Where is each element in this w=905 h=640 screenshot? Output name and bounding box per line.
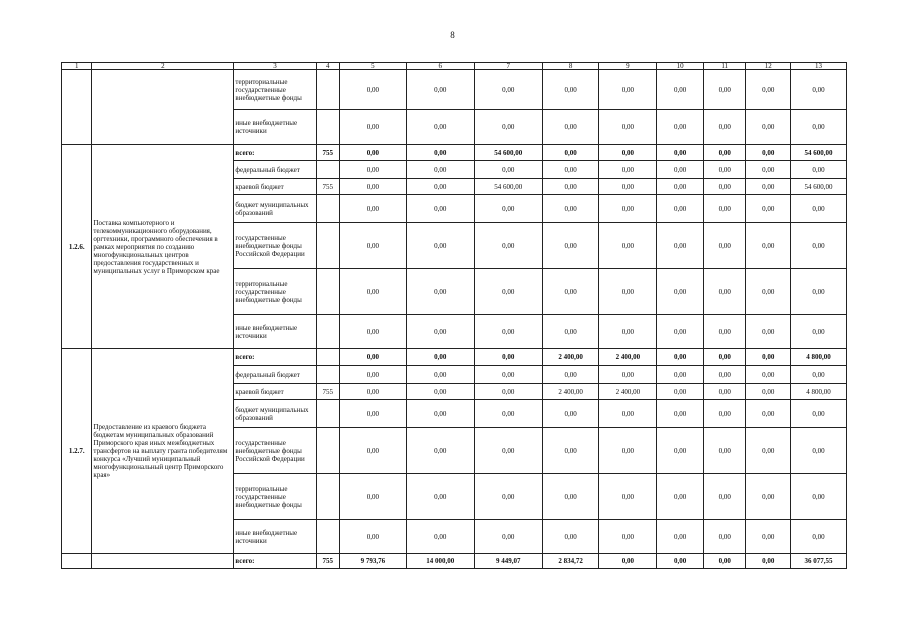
- value-cell: 0,00: [657, 474, 704, 520]
- value-cell: 0,00: [406, 161, 474, 179]
- value-cell: 0,00: [339, 474, 406, 520]
- value-cell: 0,00: [703, 400, 746, 428]
- value-cell: 0,00: [657, 70, 704, 110]
- value-cell: 0,00: [406, 179, 474, 195]
- value-cell: 0,00: [542, 223, 599, 269]
- funding-source-cell: территориальные государственные внебюджетные фонды: [234, 269, 316, 315]
- value-cell: 0,00: [599, 428, 657, 474]
- column-header-7: 7: [474, 63, 542, 70]
- value-cell: 0,00: [703, 195, 746, 223]
- value-cell: 0,00: [474, 474, 542, 520]
- funding-source-cell: государственные внебюджетные фонды Российской Федерации: [234, 428, 316, 474]
- funding-source-cell: иные внебюджетные источники: [234, 315, 316, 349]
- grbs-code-cell: [316, 366, 339, 384]
- value-cell: 0,00: [542, 428, 599, 474]
- item-number-cell: 1.2.6.: [62, 145, 92, 349]
- value-cell: 36 077,55: [791, 554, 847, 569]
- column-header-9: 9: [599, 63, 657, 70]
- value-cell: 0,00: [657, 145, 704, 161]
- funding-source-cell: государственные внебюджетные фонды Российской Федерации: [234, 223, 316, 269]
- value-cell: 0,00: [746, 366, 791, 384]
- column-header-8: 8: [542, 63, 599, 70]
- value-cell: 0,00: [703, 269, 746, 315]
- value-cell: 0,00: [339, 179, 406, 195]
- value-cell: 0,00: [406, 195, 474, 223]
- value-cell: 0,00: [746, 70, 791, 110]
- funding-source-cell: федеральный бюджет: [234, 366, 316, 384]
- value-cell: 0,00: [406, 366, 474, 384]
- funding-source-cell: иные внебюджетные источники: [234, 110, 316, 145]
- value-cell: 0,00: [339, 349, 406, 366]
- table-row: [62, 349, 847, 366]
- item-number-cell: [62, 554, 92, 569]
- value-cell: 0,00: [599, 554, 657, 569]
- value-cell: 0,00: [599, 161, 657, 179]
- table-row: [62, 554, 847, 569]
- value-cell: 0,00: [703, 349, 746, 366]
- value-cell: 0,00: [339, 195, 406, 223]
- value-cell: 0,00: [474, 161, 542, 179]
- value-cell: 0,00: [542, 70, 599, 110]
- value-cell: 0,00: [474, 110, 542, 145]
- value-cell: 0,00: [703, 223, 746, 269]
- grbs-code-cell: [316, 400, 339, 428]
- value-cell: 0,00: [474, 400, 542, 428]
- value-cell: 0,00: [406, 110, 474, 145]
- funding-source-cell: бюджет муниципальных образований: [234, 195, 316, 223]
- value-cell: 0,00: [657, 366, 704, 384]
- funding-source-cell: всего:: [234, 145, 316, 161]
- funding-source-cell: бюджет муниципальных образований: [234, 400, 316, 428]
- value-cell: 0,00: [406, 145, 474, 161]
- value-cell: 0,00: [703, 520, 746, 554]
- value-cell: 0,00: [791, 161, 847, 179]
- value-cell: 0,00: [746, 349, 791, 366]
- value-cell: 4 800,00: [791, 384, 847, 400]
- grbs-code-cell: 755: [316, 145, 339, 161]
- value-cell: 0,00: [599, 195, 657, 223]
- value-cell: 0,00: [474, 520, 542, 554]
- value-cell: 0,00: [791, 269, 847, 315]
- value-cell: 0,00: [474, 269, 542, 315]
- value-cell: 0,00: [703, 161, 746, 179]
- item-number-cell: [62, 70, 92, 145]
- value-cell: 0,00: [746, 384, 791, 400]
- value-cell: 0,00: [746, 554, 791, 569]
- column-header-12: 12: [746, 63, 791, 70]
- value-cell: 0,00: [474, 428, 542, 474]
- value-cell: 0,00: [339, 428, 406, 474]
- value-cell: 0,00: [599, 223, 657, 269]
- value-cell: 0,00: [791, 70, 847, 110]
- item-name-cell: Поставка компьютерного и телекоммуникационного оборудования, оргтехники, программного обеспечения в рамках мероприятия по созданию многофункциональных центров предоставления государственных и муниципальных услуг в Приморском крае: [92, 145, 234, 349]
- value-cell: 0,00: [791, 366, 847, 384]
- value-cell: 0,00: [791, 520, 847, 554]
- value-cell: 0,00: [406, 384, 474, 400]
- funding-source-cell: всего:: [234, 349, 316, 366]
- grbs-code-cell: [316, 223, 339, 269]
- value-cell: 0,00: [599, 70, 657, 110]
- value-cell: 0,00: [406, 400, 474, 428]
- value-cell: 0,00: [791, 474, 847, 520]
- grbs-code-cell: [316, 161, 339, 179]
- value-cell: 0,00: [474, 223, 542, 269]
- value-cell: 54 600,00: [474, 179, 542, 195]
- value-cell: 0,00: [542, 269, 599, 315]
- value-cell: 0,00: [746, 474, 791, 520]
- value-cell: 0,00: [703, 179, 746, 195]
- value-cell: 2 400,00: [599, 349, 657, 366]
- value-cell: 0,00: [542, 195, 599, 223]
- value-cell: 2 400,00: [599, 384, 657, 400]
- value-cell: 0,00: [746, 269, 791, 315]
- value-cell: 0,00: [599, 145, 657, 161]
- value-cell: 0,00: [657, 179, 704, 195]
- value-cell: 0,00: [474, 70, 542, 110]
- value-cell: 0,00: [474, 195, 542, 223]
- grbs-code-cell: [316, 70, 339, 110]
- column-header-10: 10: [657, 63, 704, 70]
- value-cell: 0,00: [406, 223, 474, 269]
- value-cell: 0,00: [599, 110, 657, 145]
- value-cell: 9 793,76: [339, 554, 406, 569]
- value-cell: 0,00: [746, 520, 791, 554]
- value-cell: 0,00: [746, 179, 791, 195]
- column-header-3: 3: [234, 63, 316, 70]
- value-cell: 0,00: [746, 315, 791, 349]
- value-cell: 0,00: [657, 269, 704, 315]
- funding-source-cell: иные внебюджетные источники: [234, 520, 316, 554]
- value-cell: 0,00: [657, 400, 704, 428]
- value-cell: 0,00: [657, 520, 704, 554]
- value-cell: 0,00: [657, 223, 704, 269]
- value-cell: 0,00: [746, 400, 791, 428]
- value-cell: 0,00: [746, 161, 791, 179]
- value-cell: 0,00: [746, 145, 791, 161]
- value-cell: 0,00: [791, 315, 847, 349]
- value-cell: 0,00: [703, 70, 746, 110]
- value-cell: 2 400,00: [542, 384, 599, 400]
- grbs-code-cell: [316, 195, 339, 223]
- header-row: [62, 63, 847, 70]
- column-header-1: 1: [62, 63, 92, 70]
- value-cell: 0,00: [406, 315, 474, 349]
- value-cell: 0,00: [657, 428, 704, 474]
- value-cell: 0,00: [599, 315, 657, 349]
- page-number: 8: [450, 30, 455, 40]
- value-cell: 0,00: [703, 474, 746, 520]
- value-cell: 0,00: [703, 554, 746, 569]
- value-cell: 0,00: [657, 110, 704, 145]
- value-cell: 0,00: [599, 520, 657, 554]
- grbs-code-cell: [316, 474, 339, 520]
- value-cell: 0,00: [406, 520, 474, 554]
- value-cell: 0,00: [542, 520, 599, 554]
- value-cell: 0,00: [542, 366, 599, 384]
- value-cell: 0,00: [406, 70, 474, 110]
- value-cell: 0,00: [599, 400, 657, 428]
- funding-source-cell: территориальные государственные внебюджетные фонды: [234, 70, 316, 110]
- value-cell: 4 800,00: [791, 349, 847, 366]
- value-cell: 0,00: [599, 269, 657, 315]
- value-cell: 0,00: [599, 474, 657, 520]
- column-header-5: 5: [339, 63, 406, 70]
- value-cell: 0,00: [406, 269, 474, 315]
- value-cell: 0,00: [746, 195, 791, 223]
- value-cell: 0,00: [791, 400, 847, 428]
- value-cell: 0,00: [703, 366, 746, 384]
- value-cell: 0,00: [657, 554, 704, 569]
- value-cell: 0,00: [542, 179, 599, 195]
- value-cell: 0,00: [542, 400, 599, 428]
- value-cell: 0,00: [703, 384, 746, 400]
- grbs-code-cell: [316, 520, 339, 554]
- value-cell: 0,00: [474, 384, 542, 400]
- value-cell: 2 400,00: [542, 349, 599, 366]
- column-header-11: 11: [703, 63, 746, 70]
- value-cell: 0,00: [339, 366, 406, 384]
- value-cell: 0,00: [746, 110, 791, 145]
- value-cell: 0,00: [339, 145, 406, 161]
- item-name-cell: [92, 554, 234, 569]
- value-cell: 0,00: [703, 315, 746, 349]
- column-header-13: 13: [791, 63, 847, 70]
- grbs-code-cell: 755: [316, 554, 339, 569]
- value-cell: 0,00: [657, 161, 704, 179]
- value-cell: 0,00: [599, 366, 657, 384]
- funding-source-cell: краевой бюджет: [234, 179, 316, 195]
- grbs-code-cell: 755: [316, 384, 339, 400]
- value-cell: 0,00: [657, 384, 704, 400]
- value-cell: 54 600,00: [791, 145, 847, 161]
- value-cell: 0,00: [542, 145, 599, 161]
- funding-source-cell: федеральный бюджет: [234, 161, 316, 179]
- value-cell: 54 600,00: [791, 179, 847, 195]
- value-cell: 0,00: [703, 428, 746, 474]
- table-row: [62, 70, 847, 110]
- value-cell: 0,00: [406, 349, 474, 366]
- grbs-code-cell: [316, 428, 339, 474]
- value-cell: 0,00: [542, 161, 599, 179]
- budget-table: [61, 62, 847, 569]
- value-cell: 0,00: [542, 474, 599, 520]
- funding-source-cell: краевой бюджет: [234, 384, 316, 400]
- value-cell: 0,00: [339, 384, 406, 400]
- grbs-code-cell: [316, 315, 339, 349]
- value-cell: 0,00: [474, 315, 542, 349]
- grbs-code-cell: [316, 349, 339, 366]
- value-cell: 0,00: [474, 349, 542, 366]
- value-cell: 2 834,72: [542, 554, 599, 569]
- item-name-cell: Предоставление из краевого бюджета бюджетам муниципальных образований Приморского края иных межбюджетных трансфертов на выплату гранта победителям конкурса «Лучший муниципальный многофункциональный центр Приморского края»: [92, 349, 234, 554]
- grbs-code-cell: [316, 110, 339, 145]
- table-row: [62, 145, 847, 161]
- column-header-2: 2: [92, 63, 234, 70]
- value-cell: 0,00: [791, 428, 847, 474]
- value-cell: 0,00: [339, 223, 406, 269]
- value-cell: 0,00: [339, 315, 406, 349]
- grbs-code-cell: [316, 269, 339, 315]
- column-header-4: 4: [316, 63, 339, 70]
- value-cell: 0,00: [657, 315, 704, 349]
- value-cell: 0,00: [703, 110, 746, 145]
- value-cell: 0,00: [339, 70, 406, 110]
- value-cell: 0,00: [542, 110, 599, 145]
- value-cell: 14 000,00: [406, 554, 474, 569]
- funding-source-cell: всего:: [234, 554, 316, 569]
- funding-source-cell: территориальные государственные внебюджетные фонды: [234, 474, 316, 520]
- value-cell: 0,00: [791, 195, 847, 223]
- value-cell: 0,00: [791, 223, 847, 269]
- value-cell: 9 449,07: [474, 554, 542, 569]
- value-cell: 0,00: [542, 315, 599, 349]
- item-name-cell: [92, 70, 234, 145]
- value-cell: 0,00: [406, 474, 474, 520]
- value-cell: 0,00: [339, 161, 406, 179]
- value-cell: 0,00: [657, 195, 704, 223]
- column-header-6: 6: [406, 63, 474, 70]
- value-cell: 0,00: [599, 179, 657, 195]
- value-cell: 0,00: [339, 520, 406, 554]
- item-number-cell: 1.2.7.: [62, 349, 92, 554]
- grbs-code-cell: 755: [316, 179, 339, 195]
- value-cell: 0,00: [339, 400, 406, 428]
- value-cell: 54 600,00: [474, 145, 542, 161]
- value-cell: 0,00: [703, 145, 746, 161]
- value-cell: 0,00: [474, 366, 542, 384]
- value-cell: 0,00: [746, 428, 791, 474]
- value-cell: 0,00: [339, 110, 406, 145]
- value-cell: 0,00: [657, 349, 704, 366]
- value-cell: 0,00: [339, 269, 406, 315]
- value-cell: 0,00: [746, 223, 791, 269]
- value-cell: 0,00: [406, 428, 474, 474]
- value-cell: 0,00: [791, 110, 847, 145]
